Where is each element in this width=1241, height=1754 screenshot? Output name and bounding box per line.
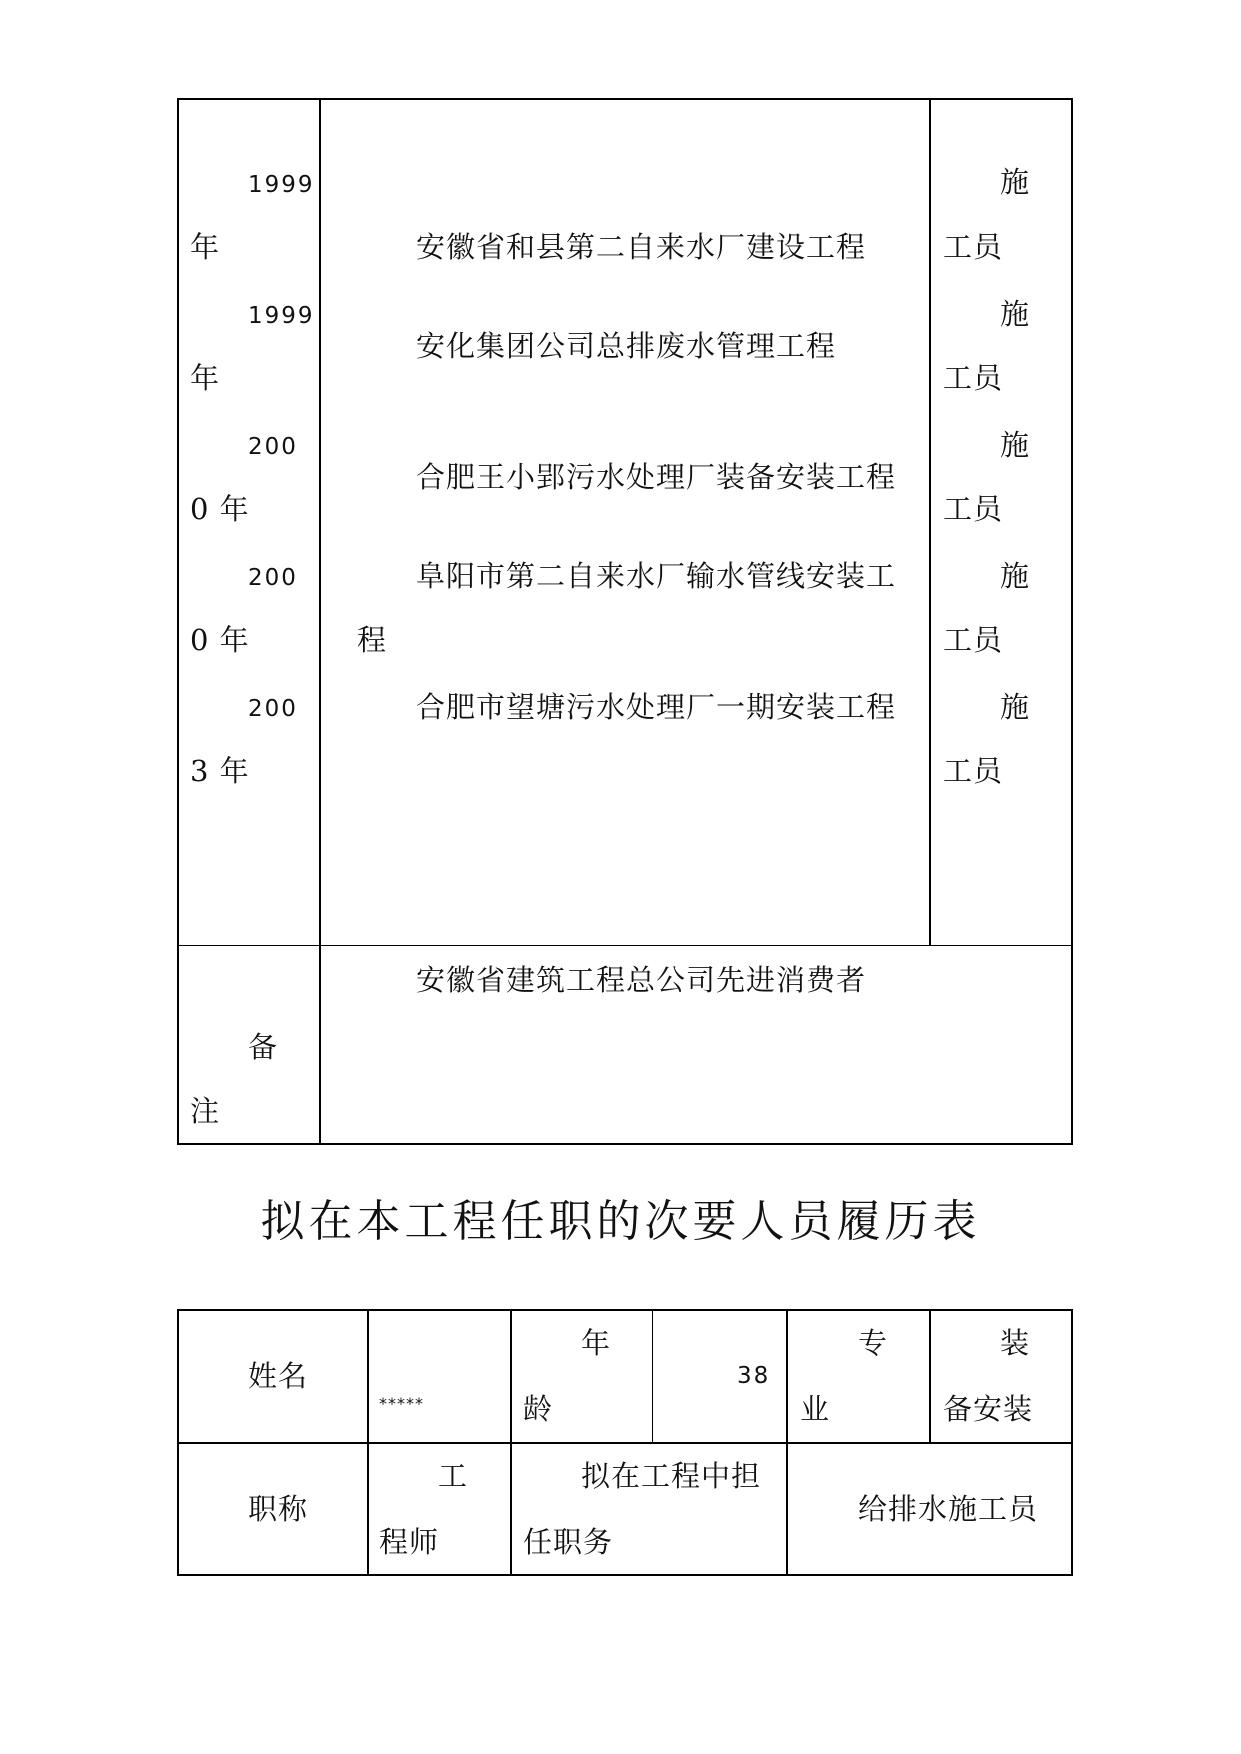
history-project: 合肥王小郢污水处理厂装备安装工程: [416, 460, 897, 494]
history-col-divider-2: [929, 98, 931, 946]
personnel-col-divider: [929, 1309, 931, 1443]
major-value-top: 装: [1000, 1326, 1031, 1360]
history-role-bottom: 工员: [943, 754, 1004, 788]
history-role-bottom: 工员: [943, 361, 1004, 395]
history-col-divider-1: [319, 98, 321, 1145]
personnel-row-divider: [177, 1442, 1073, 1444]
personnel-col-divider: [367, 1309, 369, 1576]
position-label-top: 拟在工程中担: [581, 1459, 762, 1493]
history-year-bottom: 年: [190, 230, 221, 264]
history-year-top: 1999: [248, 172, 315, 198]
major-value-bottom: 备安装: [943, 1392, 1034, 1426]
age-label-top: 年: [581, 1326, 612, 1360]
history-divider-remark: [177, 945, 1073, 946]
history-project: 合肥市望塘污水处理厂一期安装工程: [416, 690, 897, 724]
position-value: 给排水施工员: [858, 1492, 1039, 1526]
history-border-right: [1071, 98, 1073, 1145]
history-role-top: 施: [1000, 428, 1031, 462]
history-year-bottom: 0 年: [190, 623, 250, 657]
history-project: 安化集团公司总排废水管理工程: [416, 329, 837, 363]
history-year-top: 200: [248, 696, 298, 722]
major-label-bottom: 业: [800, 1392, 831, 1426]
history-role-bottom: 工员: [943, 492, 1004, 526]
history-role-top: 施: [1000, 559, 1031, 593]
position-label-bottom: 任职务: [523, 1525, 614, 1559]
personnel-border-left: [177, 1309, 179, 1576]
major-label-top: 专: [858, 1326, 889, 1360]
history-year-bottom: 年: [190, 361, 221, 395]
history-role-bottom: 工员: [943, 230, 1004, 264]
personnel-table: [0, 1300, 1241, 1600]
title-value-top: 工: [438, 1459, 469, 1493]
remark-text: 安徽省建筑工程总公司先进消费者: [416, 963, 867, 997]
title-label: 职称: [248, 1492, 309, 1526]
history-year-top: 200: [248, 434, 298, 460]
history-year-top: 1999: [248, 303, 315, 329]
personnel-col-divider: [652, 1309, 653, 1443]
remark-label-top: 备: [248, 1030, 279, 1064]
history-project-continued: 程: [357, 623, 388, 657]
history-project: 安徽省和县第二自来水厂建设工程: [416, 230, 867, 264]
history-border-bottom: [177, 1143, 1073, 1145]
history-year-bottom: 0 年: [190, 492, 250, 526]
personnel-border-top: [177, 1309, 1073, 1311]
history-project: 阜阳市第二自来水厂输水管线安装工: [416, 559, 897, 593]
title-value-bottom: 程师: [379, 1525, 440, 1559]
history-role-top: 施: [1000, 165, 1031, 199]
history-role-bottom: 工员: [943, 623, 1004, 657]
history-role-top: 施: [1000, 690, 1031, 724]
history-border-top: [177, 98, 1073, 100]
personnel-border-right: [1071, 1309, 1073, 1576]
document-title: 拟在本工程任职的次要人员履历表: [260, 1196, 981, 1247]
personnel-col-divider: [510, 1309, 512, 1576]
history-year-bottom: 3 年: [190, 754, 250, 788]
history-year-top: 200: [248, 565, 298, 591]
personnel-col-divider: [786, 1309, 788, 1576]
name-label: 姓名: [248, 1359, 309, 1393]
name-value: *****: [379, 1394, 424, 1413]
remark-label-bottom: 注: [190, 1094, 221, 1128]
age-value: 38: [737, 1363, 771, 1389]
personnel-border-bottom: [177, 1574, 1073, 1576]
age-label-bottom: 龄: [523, 1392, 554, 1426]
history-border-left: [177, 98, 179, 1145]
history-role-top: 施: [1000, 297, 1031, 331]
